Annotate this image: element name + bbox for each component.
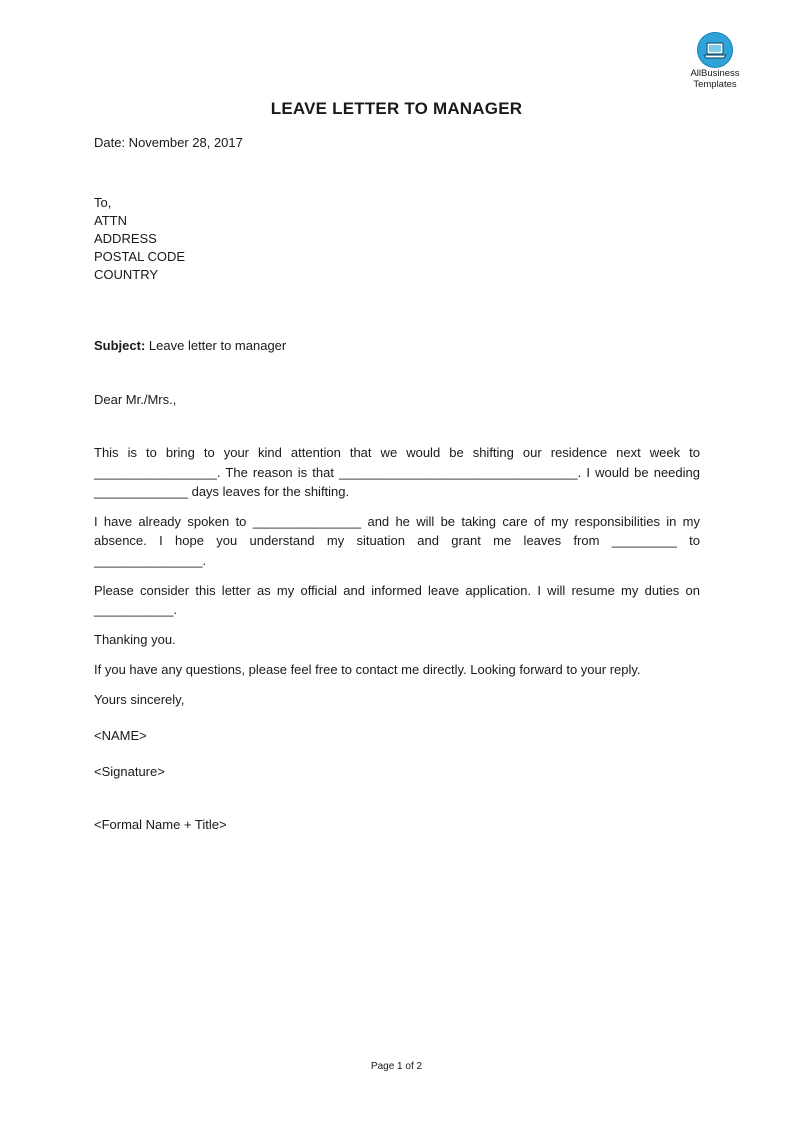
recipient-country: COUNTRY (94, 267, 159, 282)
paragraph2-line3: _______________. (94, 553, 207, 568)
recipient-to: To, (94, 195, 112, 210)
recipient-address: ADDRESS (94, 231, 157, 246)
paragraph2-line2: absence. I hope you understand my situation and grant me leaves from _________ to (94, 533, 700, 548)
paragraph3-line1: Please consider this letter as my official and informed leave application. I will resume my duties on (94, 583, 700, 598)
page-title: LEAVE LETTER TO MANAGER (270, 99, 523, 118)
laptop-icon (697, 32, 733, 68)
brand-logo (690, 32, 740, 90)
thanks-line: Thanking you. (94, 632, 176, 647)
paragraph3-line2: ___________. (94, 602, 178, 617)
subject-line (94, 336, 286, 355)
paragraph1-line3: _____________ days leaves for the shifting. (94, 484, 350, 499)
paragraph2-line1: I have already spoken to _______________ and he will be taking care of my responsibilities in my (94, 514, 700, 529)
logo-text-line2: Templates (693, 79, 737, 90)
recipient-postal-code: POSTAL CODE (94, 249, 186, 264)
subject-label: Subject: (94, 338, 146, 353)
greeting: Dear Mr./Mrs., (94, 392, 177, 407)
questions-line: If you have any questions, please feel free to contact me directly. Looking forward to your reply. (94, 662, 641, 677)
closing-line: Yours sincerely, (94, 692, 185, 707)
sender-formal-name: <Formal Name + Title> (94, 817, 227, 832)
subject-text: Leave letter to manager (148, 338, 287, 353)
sender-signature: <Signature> (94, 764, 165, 779)
paragraph1-line1: This is to bring to your kind attention that we would be shifting our residence next week to (94, 445, 700, 460)
letter-date: Date: November 28, 2017 (94, 135, 243, 150)
recipient-attn: ATTN (94, 213, 127, 228)
page-number: Page 1 of 2 (370, 1061, 423, 1072)
logo-text-line1: AllBusiness (690, 68, 740, 79)
paragraph1-line2: _________________. The reason is that _________________________________. I would be needing (94, 465, 700, 480)
sender-name: <NAME> (94, 728, 147, 743)
